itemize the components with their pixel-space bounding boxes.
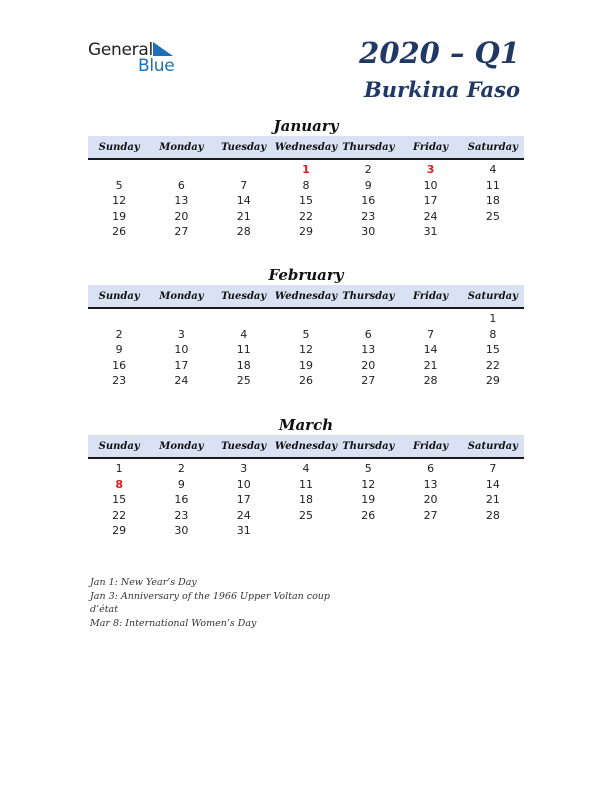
day-cell: 8 [489, 327, 497, 341]
day-cell [88, 311, 150, 327]
weekday-header [88, 285, 524, 309]
weekday-header [88, 136, 524, 160]
day-cell: 1 [115, 462, 123, 475]
day-cell: 18 [236, 358, 251, 372]
day-cell: 28 [485, 508, 500, 522]
day-cell: 26 [298, 374, 313, 387]
day-cell [462, 523, 524, 539]
weekday-label: Sunday [98, 141, 140, 153]
day-cell: 25 [485, 209, 500, 223]
day-cell: 24 [174, 374, 189, 387]
holiday-day-cell: 1 [302, 163, 310, 176]
month-title: January [273, 117, 339, 135]
month-january [88, 116, 524, 240]
day-cell: 8 [302, 178, 310, 192]
day-cell: 2 [364, 163, 372, 176]
month-march [88, 415, 524, 539]
day-cell: 2 [177, 462, 185, 475]
day-cell: 24 [423, 209, 438, 223]
day-cell: 2 [115, 327, 123, 341]
day-cell: 12 [361, 477, 376, 491]
day-cell [150, 162, 212, 178]
weekday-header [88, 435, 524, 459]
weekday-label: Wednesday [274, 440, 338, 452]
day-cell: 26 [361, 508, 376, 522]
day-cell: 24 [236, 508, 251, 522]
day-cell: 12 [298, 343, 313, 356]
day-cell: 15 [485, 343, 500, 356]
day-cell: 12 [112, 194, 127, 207]
note-line: Jan 1: New Year’s Day [90, 577, 197, 588]
day-cell: 14 [423, 343, 438, 356]
day-cell [88, 162, 150, 178]
day-cell: 6 [427, 462, 435, 475]
day-cell: 19 [298, 358, 313, 372]
weekday-label: Sunday [98, 290, 140, 302]
day-cell: 7 [240, 178, 248, 192]
day-cell: 13 [174, 194, 189, 207]
holiday-day-cell: 3 [426, 163, 435, 176]
weekday-label: Monday [159, 290, 204, 302]
day-cell: 21 [485, 493, 500, 506]
weekday-label: Wednesday [274, 290, 338, 302]
day-cell: 11 [485, 178, 500, 192]
day-cell: 25 [298, 508, 313, 522]
holiday-notes [90, 576, 330, 630]
day-cell [462, 224, 524, 240]
month-february [88, 265, 524, 389]
day-cell: 30 [361, 225, 376, 238]
note-line: Jan 3: Anniversary of the 1966 Upper Voltan coup [90, 590, 330, 602]
weekday-label: Thursday [342, 440, 395, 452]
weekday-label: Saturday [467, 290, 518, 302]
day-cell: 26 [112, 225, 127, 238]
day-cell: 23 [112, 374, 127, 387]
weekday-label: Thursday [342, 290, 395, 302]
day-cell: 28 [236, 225, 251, 238]
weekday-label: Tuesday [221, 141, 267, 153]
weekday-label: Sunday [98, 440, 140, 452]
weekday-label: Saturday [467, 440, 518, 452]
day-cell: 18 [485, 194, 500, 207]
day-cell: 10 [174, 343, 189, 356]
day-cell: 20 [361, 358, 376, 372]
day-cell: 23 [361, 209, 376, 223]
day-cell: 20 [174, 209, 189, 223]
day-cell [275, 523, 337, 539]
day-cell: 9 [177, 477, 185, 491]
day-cell [337, 523, 399, 539]
day-grid [88, 162, 524, 240]
day-cell: 6 [177, 178, 185, 192]
day-cell: 25 [236, 374, 251, 387]
day-cell: 3 [240, 462, 248, 475]
day-cell: 29 [485, 374, 500, 387]
weekday-label: Tuesday [221, 440, 267, 452]
note-line: Mar 8: International Women’s Day [90, 617, 257, 629]
day-cell: 19 [112, 209, 127, 223]
weekday-label: Monday [159, 440, 204, 452]
day-cell: 17 [423, 194, 438, 207]
day-cell: 17 [174, 358, 189, 372]
day-cell: 29 [112, 524, 127, 537]
country-subtitle: Burkina Faso [364, 77, 520, 102]
month-title: February [268, 266, 344, 284]
day-cell: 22 [112, 508, 127, 522]
day-cell: 21 [236, 209, 251, 223]
day-cell: 5 [302, 327, 310, 341]
day-cell: 31 [423, 225, 438, 238]
weekday-label: Friday [412, 141, 449, 153]
day-cell [213, 311, 275, 327]
day-cell: 6 [364, 327, 372, 341]
day-cell: 16 [361, 194, 376, 207]
holiday-day-cell: 8 [115, 477, 123, 491]
generalblue-logo [88, 40, 188, 76]
weekday-label: Tuesday [221, 290, 267, 302]
weekday-label: Monday [159, 141, 204, 153]
day-cell: 22 [485, 358, 500, 372]
day-cell [399, 523, 461, 539]
day-cell: 21 [423, 358, 438, 372]
day-cell: 29 [298, 225, 313, 238]
day-cell: 3 [177, 327, 185, 341]
day-grid [88, 311, 524, 389]
day-cell: 5 [115, 178, 123, 192]
day-cell: 20 [423, 493, 438, 506]
day-cell: 13 [423, 477, 438, 491]
day-cell: 10 [236, 477, 251, 491]
day-cell: 7 [427, 327, 435, 341]
day-cell [337, 311, 399, 327]
day-cell: 13 [361, 343, 376, 356]
day-cell: 22 [298, 209, 313, 223]
day-cell: 11 [298, 477, 313, 491]
day-cell: 14 [485, 477, 500, 491]
day-cell: 14 [236, 194, 251, 207]
weekday-label: Wednesday [274, 141, 338, 153]
month-title: March [278, 416, 334, 434]
day-cell: 15 [112, 493, 127, 506]
day-cell: 9 [364, 178, 372, 192]
day-cell: 19 [361, 493, 376, 506]
day-cell: 9 [115, 343, 123, 356]
day-cell: 1 [489, 312, 497, 325]
day-cell [275, 311, 337, 327]
weekday-label: Friday [412, 290, 449, 302]
note-line: d’état [90, 604, 119, 615]
day-cell: 16 [174, 493, 189, 506]
day-cell: 16 [112, 358, 127, 372]
page-title: 2020 – Q1 [359, 36, 520, 70]
day-cell: 31 [236, 524, 251, 537]
day-cell: 27 [361, 374, 376, 387]
day-cell: 30 [174, 524, 189, 537]
day-cell: 27 [423, 508, 438, 522]
logo-text-general: General [88, 40, 153, 60]
day-cell: 28 [423, 374, 438, 387]
day-cell: 5 [364, 462, 372, 475]
day-cell: 27 [174, 225, 189, 238]
day-cell: 4 [302, 462, 310, 475]
day-cell: 17 [236, 493, 251, 506]
weekday-label: Friday [412, 440, 449, 452]
day-cell [150, 311, 212, 327]
day-cell: 15 [298, 194, 313, 207]
day-cell [213, 162, 275, 178]
day-cell: 4 [240, 327, 248, 341]
day-cell: 23 [174, 508, 189, 522]
day-cell: 4 [489, 163, 497, 176]
weekday-label: Saturday [467, 141, 518, 153]
day-grid [88, 461, 524, 539]
weekday-label: Thursday [342, 141, 395, 153]
logo-text-blue: Blue [138, 56, 175, 76]
day-cell: 7 [489, 462, 497, 475]
day-cell [399, 311, 461, 327]
day-cell: 11 [236, 343, 251, 356]
day-cell: 10 [423, 178, 438, 192]
day-cell: 18 [298, 493, 313, 506]
